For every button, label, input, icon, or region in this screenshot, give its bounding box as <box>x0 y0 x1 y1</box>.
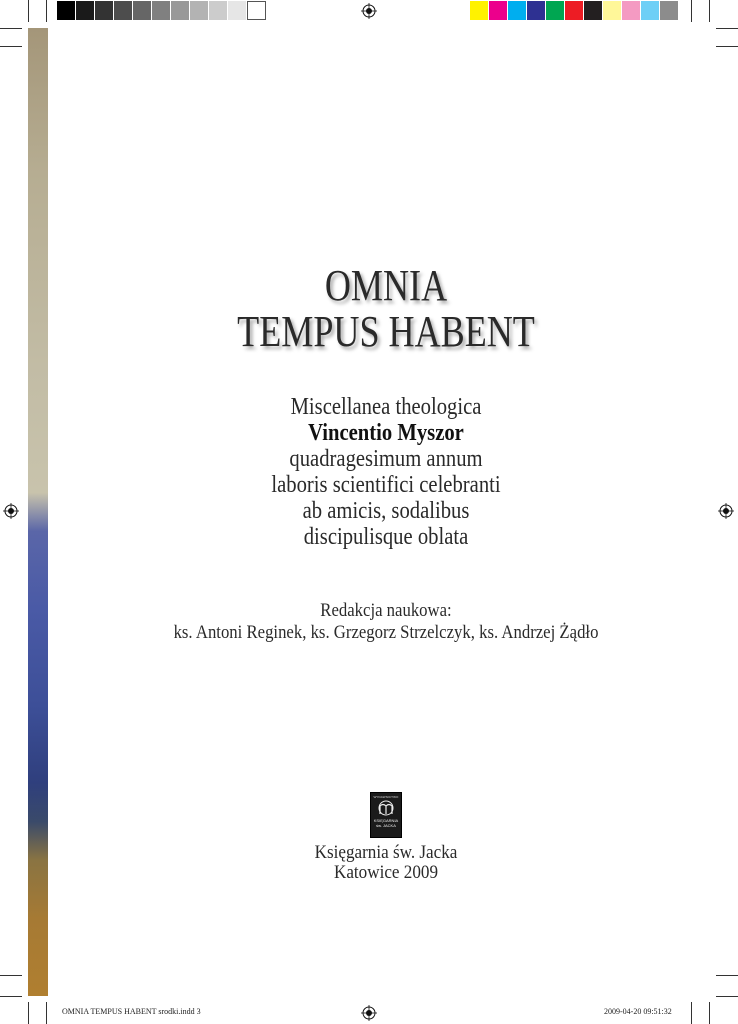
color-swatch <box>95 1 114 20</box>
color-swatch <box>57 1 76 20</box>
color-swatch <box>565 1 584 20</box>
slug-datetime: 2009-04-20 09:51:32 <box>604 1007 672 1016</box>
crop-mark <box>46 1002 47 1024</box>
registration-target-icon <box>3 503 19 519</box>
crop-mark <box>0 996 22 997</box>
subtitle-line: laboris scientifici celebranti <box>271 472 501 498</box>
color-swatch <box>489 1 508 20</box>
color-swatch <box>190 1 209 20</box>
subtitle-line: quadragesimum annum <box>289 446 483 472</box>
registration-target-icon <box>361 1005 377 1021</box>
color-swatch <box>114 1 133 20</box>
grayscale-color-bar <box>57 1 266 20</box>
crop-mark <box>716 975 738 976</box>
crop-mark <box>716 28 738 29</box>
color-swatch <box>603 1 622 20</box>
color-swatch <box>622 1 641 20</box>
subtitle-line: Miscellanea theologica <box>290 394 482 420</box>
crop-mark <box>716 996 738 997</box>
color-swatch <box>508 1 527 20</box>
publisher-name: Księgarnia św. Jacka <box>314 842 458 863</box>
crop-mark <box>0 975 22 976</box>
logo-bottom-line1: KSIĘGARNIA <box>373 818 399 823</box>
cover-bleed-strip <box>28 28 48 996</box>
crop-mark <box>28 0 29 22</box>
crop-mark <box>716 46 738 47</box>
color-swatch <box>527 1 546 20</box>
color-swatch <box>641 1 660 20</box>
publisher-place-year: Katowice 2009 <box>333 862 439 883</box>
book-title-line1: OMNIA <box>324 261 448 310</box>
crop-mark <box>691 0 692 22</box>
process-color-bar <box>470 1 679 20</box>
registration-target-icon <box>718 503 734 519</box>
slug-filename: OMNIA TEMPUS HABENT srodki.indd 3 <box>62 1007 201 1016</box>
crop-mark <box>0 46 22 47</box>
subtitle-line: ab amicis, sodalibus <box>302 498 470 524</box>
crop-mark <box>691 1002 692 1024</box>
logo-top-text: WYDAWNICTWO <box>373 795 399 799</box>
editors-label: Redakcja naukowa: <box>320 600 452 621</box>
honoree-name: Vincentio Myszor <box>308 420 464 446</box>
color-swatch <box>152 1 171 20</box>
crop-mark <box>28 1002 29 1024</box>
color-swatch <box>171 1 190 20</box>
crop-mark <box>709 0 710 22</box>
color-swatch <box>76 1 95 20</box>
color-swatch <box>133 1 152 20</box>
crop-mark <box>46 0 47 22</box>
editors-names: ks. Antoni Reginek, ks. Grzegorz Strzelczyk, ks. Andrzej Żądło <box>173 622 599 643</box>
registration-target-icon <box>361 3 377 19</box>
color-swatch <box>546 1 565 20</box>
color-swatch <box>247 1 266 20</box>
color-swatch <box>209 1 228 20</box>
crop-mark <box>709 1002 710 1024</box>
logo-bottom-line2: św. JACKA <box>376 823 396 828</box>
color-swatch <box>470 1 489 20</box>
crop-mark <box>0 28 22 29</box>
publisher-logo <box>370 792 402 838</box>
color-swatch <box>584 1 603 20</box>
book-title-line2: TEMPUS HABENT <box>237 307 535 356</box>
publisher-emblem-icon <box>375 800 397 818</box>
color-swatch <box>660 1 679 20</box>
color-swatch <box>228 1 247 20</box>
subtitle-line: discipulisque oblata <box>303 524 469 550</box>
